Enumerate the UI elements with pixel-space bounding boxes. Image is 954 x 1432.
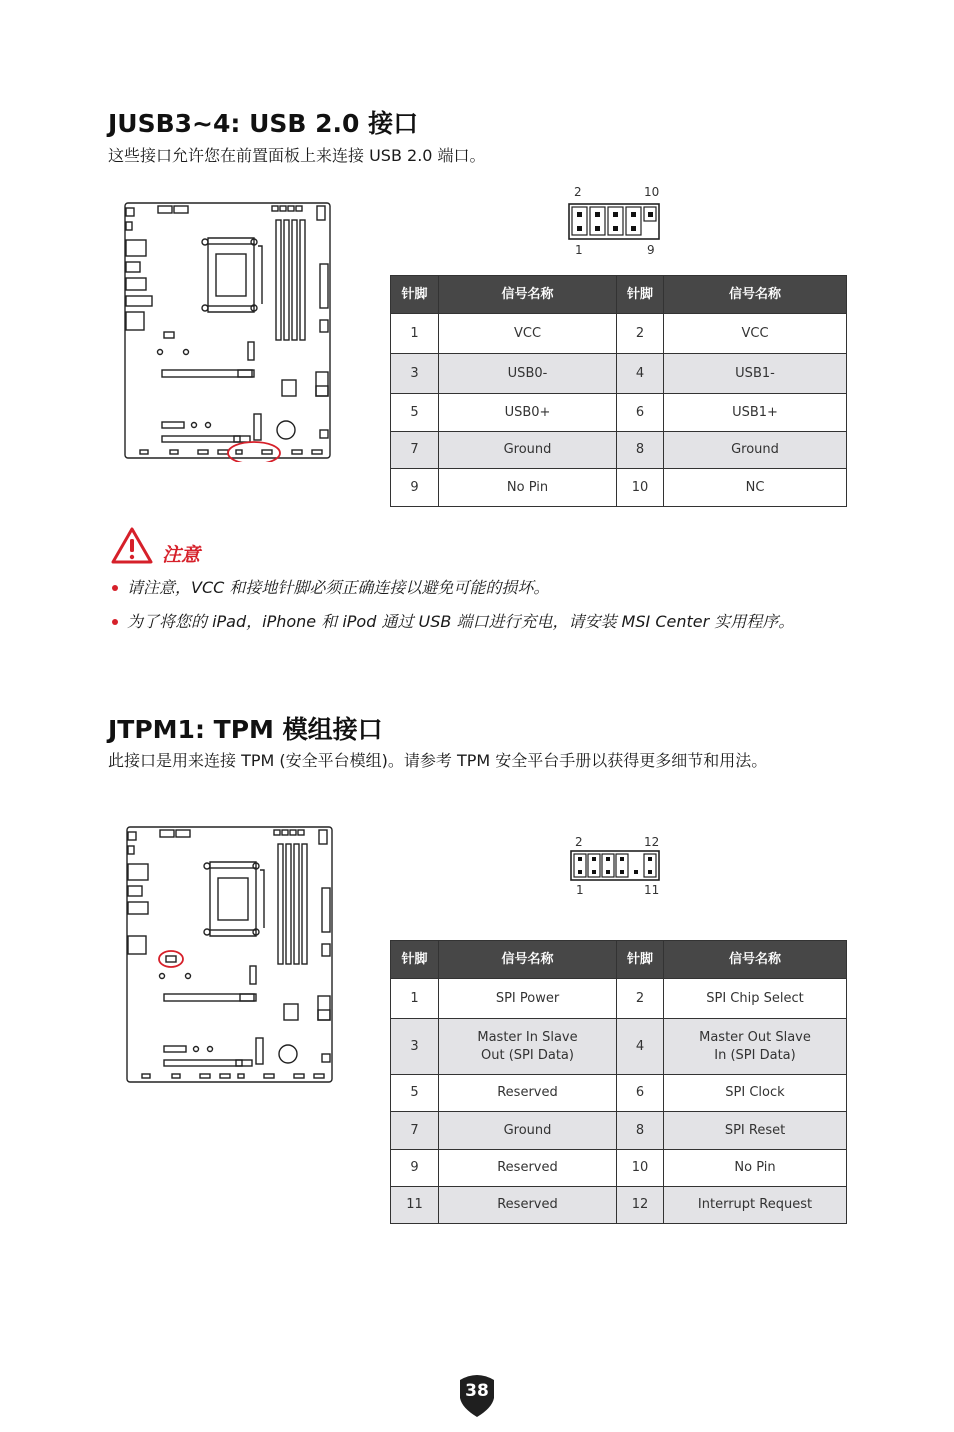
col-header-signal: 信号名称 [664, 276, 847, 314]
pin-label-bottom-right: 11 [644, 883, 660, 897]
signal-name: Ground [439, 432, 617, 469]
signal-name: Reserved [439, 1187, 617, 1224]
pin-number: 2 [617, 979, 664, 1019]
motherboard-diagram [124, 824, 336, 1086]
table-row [391, 1112, 847, 1150]
pin-number: 3 [391, 354, 439, 394]
pin-number: 6 [617, 394, 664, 432]
table-row [391, 314, 847, 354]
usb-section-title: JUSB3~4: USB 2.0 接口 [108, 109, 419, 138]
list-item: 请注意，VCC 和接地针脚必须正确连接以避免可能的损坏。 [110, 576, 840, 600]
table-header-row [391, 276, 847, 314]
tpm-pin-header-diagram [570, 850, 662, 882]
table-row [391, 1150, 847, 1187]
pin-number: 8 [617, 432, 664, 469]
pin-number: 10 [617, 469, 664, 507]
pin-label-top-left: 2 [574, 185, 582, 199]
pin-number: 7 [391, 432, 439, 469]
col-header-pin: 针脚 [391, 941, 439, 979]
pin-label-top-right: 10 [644, 185, 660, 199]
col-header-pin: 针脚 [391, 276, 439, 314]
signal-name: USB0+ [439, 394, 617, 432]
pin-number: 1 [391, 979, 439, 1019]
highlight-marker [159, 951, 183, 967]
pin-number: 3 [391, 1019, 439, 1075]
signal-name: NC [664, 469, 847, 507]
signal-name: VCC [664, 314, 847, 354]
signal-name: USB1+ [664, 394, 847, 432]
col-header-signal: 信号名称 [664, 941, 847, 979]
col-header-pin: 针脚 [617, 276, 664, 314]
warning-triangle-icon [110, 526, 154, 566]
table-row [391, 1075, 847, 1112]
tpm-section-description: 此接口是用来连接 TPM (安全平台模组)。请参考 TPM 安全平台手册以获得更多细节和用法。 [108, 751, 768, 770]
pin-number: 7 [391, 1112, 439, 1150]
pin-number: 1 [391, 314, 439, 354]
pin-number: 4 [617, 1019, 664, 1075]
table-row [391, 354, 847, 394]
page-number-badge [456, 1372, 498, 1418]
signal-name: USB1- [664, 354, 847, 394]
table-row [391, 432, 847, 469]
pin-number: 10 [617, 1150, 664, 1187]
pin-number: 6 [617, 1075, 664, 1112]
usb-pin-header-diagram [568, 203, 662, 241]
pin-number: 9 [391, 469, 439, 507]
pin-number: 8 [617, 1112, 664, 1150]
col-header-signal: 信号名称 [439, 941, 617, 979]
signal-name: Interrupt Request [664, 1187, 847, 1224]
caution-title: 注意 [162, 544, 201, 566]
pin-number: 5 [391, 394, 439, 432]
col-header-signal: 信号名称 [439, 276, 617, 314]
table-row [391, 979, 847, 1019]
table-header-row [391, 941, 847, 979]
table-row [391, 469, 847, 507]
pin-number: 4 [617, 354, 664, 394]
tpm-section-title: JTPM1: TPM 模组接口 [108, 715, 383, 744]
table-row [391, 1019, 847, 1075]
usb-section-description: 这些接口允许您在前置面板上来连接 USB 2.0 端口。 [108, 146, 486, 165]
pin-label-bottom-left: 1 [576, 883, 584, 897]
signal-name: SPI Clock [664, 1075, 847, 1112]
signal-name: Ground [439, 1112, 617, 1150]
motherboard-diagram [122, 200, 334, 462]
signal-name: SPI Reset [664, 1112, 847, 1150]
signal-name: Reserved [439, 1075, 617, 1112]
caution-list [110, 576, 840, 644]
signal-name: USB0- [439, 354, 617, 394]
list-item: 为了将您的 iPad，iPhone 和 iPod 通过 USB 端口进行充电，请安装 MSI Center 实用程序。 [110, 610, 840, 634]
pin-number: 9 [391, 1150, 439, 1187]
signal-name: No Pin [664, 1150, 847, 1187]
col-header-pin: 针脚 [617, 941, 664, 979]
pin-number: 11 [391, 1187, 439, 1224]
pin-label-bottom-left: 1 [575, 243, 583, 257]
pin-number: 5 [391, 1075, 439, 1112]
table-row [391, 1187, 847, 1224]
usb-pin-table [390, 275, 847, 507]
signal-name: Reserved [439, 1150, 617, 1187]
pin-number: 12 [617, 1187, 664, 1224]
signal-name: Ground [664, 432, 847, 469]
tpm-pin-table [390, 940, 847, 1224]
signal-name: No Pin [439, 469, 617, 507]
page-number: 38 [465, 1381, 489, 1401]
pin-label-bottom-right: 9 [647, 243, 655, 257]
signal-name: Master Out Slave In (SPI Data) [664, 1019, 847, 1075]
table-row [391, 394, 847, 432]
signal-name: Master In Slave Out (SPI Data) [439, 1019, 617, 1075]
signal-name: VCC [439, 314, 617, 354]
pin-number: 2 [617, 314, 664, 354]
pin-label-top-left: 2 [575, 835, 583, 849]
signal-name: SPI Power [439, 979, 617, 1019]
signal-name: SPI Chip Select [664, 979, 847, 1019]
pin-label-top-right: 12 [644, 835, 660, 849]
